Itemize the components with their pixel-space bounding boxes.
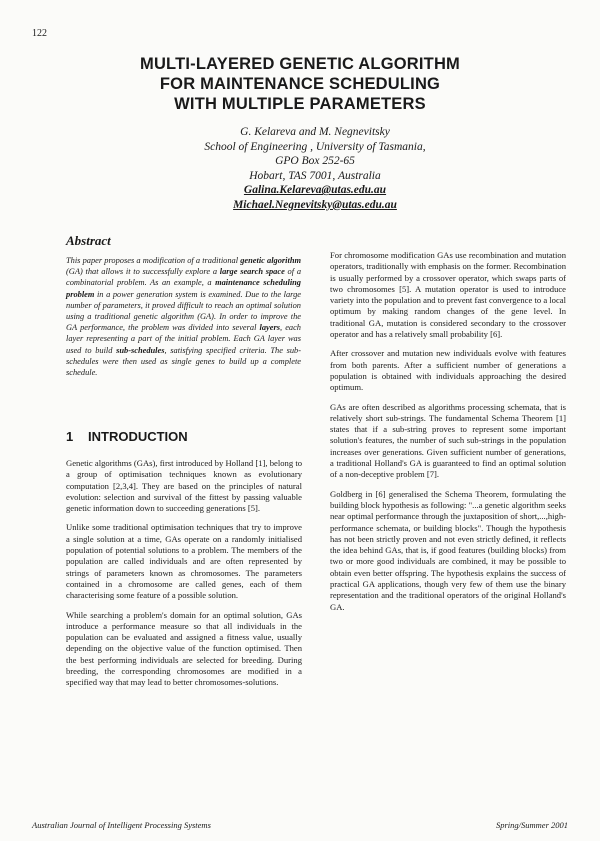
footer-issue: Spring/Summer 2001	[495, 820, 568, 830]
section-title: INTRODUCTION	[88, 429, 188, 444]
abstract-keyword: layers	[259, 323, 280, 333]
abstract-keyword: maintenance scheduling problem	[66, 278, 301, 299]
abstract-keyword: genetic algorithm	[240, 256, 301, 265]
body-paragraph: While searching a problem's domain for an optimal solution, GAs introduce a performance measure so that all individuals in the population can be evaluated and assigned a fitness value, usually depending on the objective value of the function optimised. Then the best performing individuals are selected for breeding. During breeding, the corresponding chromosomes are modified in a specified way that may lead to better chromosomes-solutions.	[66, 609, 302, 688]
author-email-link[interactable]: Galina.Kelareva@utas.edu.au	[243, 184, 387, 197]
body-paragraph: Genetic algorithms (GAs), first introduced by Holland [1], belong to a group of optimisation techniques known as evolutionary computation [2,3,4]. They are based on the principles of natural evolution: selection and survival of the fittest by passing valuable genetic information down to succeeding generations [5].	[66, 458, 302, 514]
title-line: MULTI-LAYERED GENETIC ALGORITHM	[140, 55, 460, 73]
body-paragraph: GAs are often described as algorithms processing schemata, that is relatively short sub-strings. The fundamental Schema Theorem [1] states that if a sub-string proves to represent some important solution's features, the number of such sub-strings in the population increases over generations. Given sufficient number of generations, a traditional Holland's GA is guaranteed to find an optimal solution of a non-deceptive problem [7].	[330, 401, 566, 480]
abstract-text: of a combinatorial problem. As an example, a	[66, 267, 302, 288]
body-paragraph: For chromosome modification GAs use recombination and mutation operators, traditionally with emphasis on the former. Recombination is usually performed by a crossover operator, which swaps parts of two chromosomes [5]. A mutation operator is used to introduce variety into the population and to prevent fast convergence to a local optimum by making random changes of the gene level. In traditional GA, mutation is considered secondary to the crossover operator and has a relatively small probability [6].	[330, 250, 566, 340]
author-email-link[interactable]: Michael.Negnevitsky@utas.edu.au	[233, 198, 397, 211]
body-paragraph: Unlike some traditional optimisation techniques that try to improve a single solution at a time, GAs operate on a randomly initialised population of potential solutions to a problem. The members of the population are called individuals and are often represented by strings of parameters known as chromosomes. The parameters contained in a chromosome are called genes, each of them characterising some feature of a possible solution.	[66, 522, 302, 601]
title-line: WITH MULTIPLE PARAMETERS	[174, 95, 426, 113]
abstract-keyword: large search space	[219, 267, 285, 277]
author-po-box: GPO Box 252-65	[275, 155, 355, 168]
author-city: Hobart, TAS 7001, Australia	[249, 169, 381, 182]
section-number: 1	[66, 429, 74, 444]
paper-title	[0, 54, 600, 114]
author-school: School of Engineering , University of Tasmania,	[204, 140, 426, 153]
footer-journal: Australian Journal of Intelligent Processing Systems	[32, 820, 211, 830]
abstract-heading: Abstract	[66, 233, 111, 248]
author-block	[150, 125, 480, 213]
left-column	[66, 458, 302, 697]
abstract-text: in a power generation system is examined. Due to the large number of parameters, it proved difficult to reach an optimal solution using a traditional genetic algorithm (GA). In order to improve the GA performance, the problem was divided into several	[66, 289, 301, 333]
abstract-body	[66, 255, 301, 378]
abstract-text: (GA) that allows it to successfully explore a	[66, 267, 220, 277]
abstract-text: This paper proposes a modification of a traditional	[66, 256, 241, 265]
right-column	[330, 250, 566, 621]
page-number: 122	[32, 28, 47, 39]
abstract-text: , each layer representing a part of the initial problem. Each GA layer was used to build	[66, 323, 301, 355]
title-line: FOR MAINTENANCE SCHEDULING	[159, 75, 441, 93]
author-names: G. Kelareva and M. Negnevitsky	[240, 126, 390, 138]
section-heading	[66, 429, 188, 444]
body-paragraph: After crossover and mutation new individuals evolve with features from both parents. After a sufficient number of generations a population is obtained with individuals approaching the desired optimum.	[330, 348, 566, 393]
abstract-keyword: sub-schedules	[116, 345, 165, 355]
body-paragraph: Goldberg in [6] generalised the Schema Theorem, formulating the building block hypothesis as following: "...a genetic algorithm seeks near optimal performance through the juxtaposition of short,...,high-performance schemata, or building blocks". Though the hypothesis has not been strictly proven and not even strictly defined, it reflects the idea behind GAs, that is, if good features (building blocks) from two or more good individuals are combined, it may be possible to obtain even better offspring. The hypothesis explains the success of practical GA applications, though very few of them use the binary representation and the traditional operators of the original Holland's GA.	[330, 488, 566, 612]
abstract-text: , satisfying specified criteria. The sub-schedules were then used as single genes to build up a complete schedule.	[66, 345, 301, 378]
